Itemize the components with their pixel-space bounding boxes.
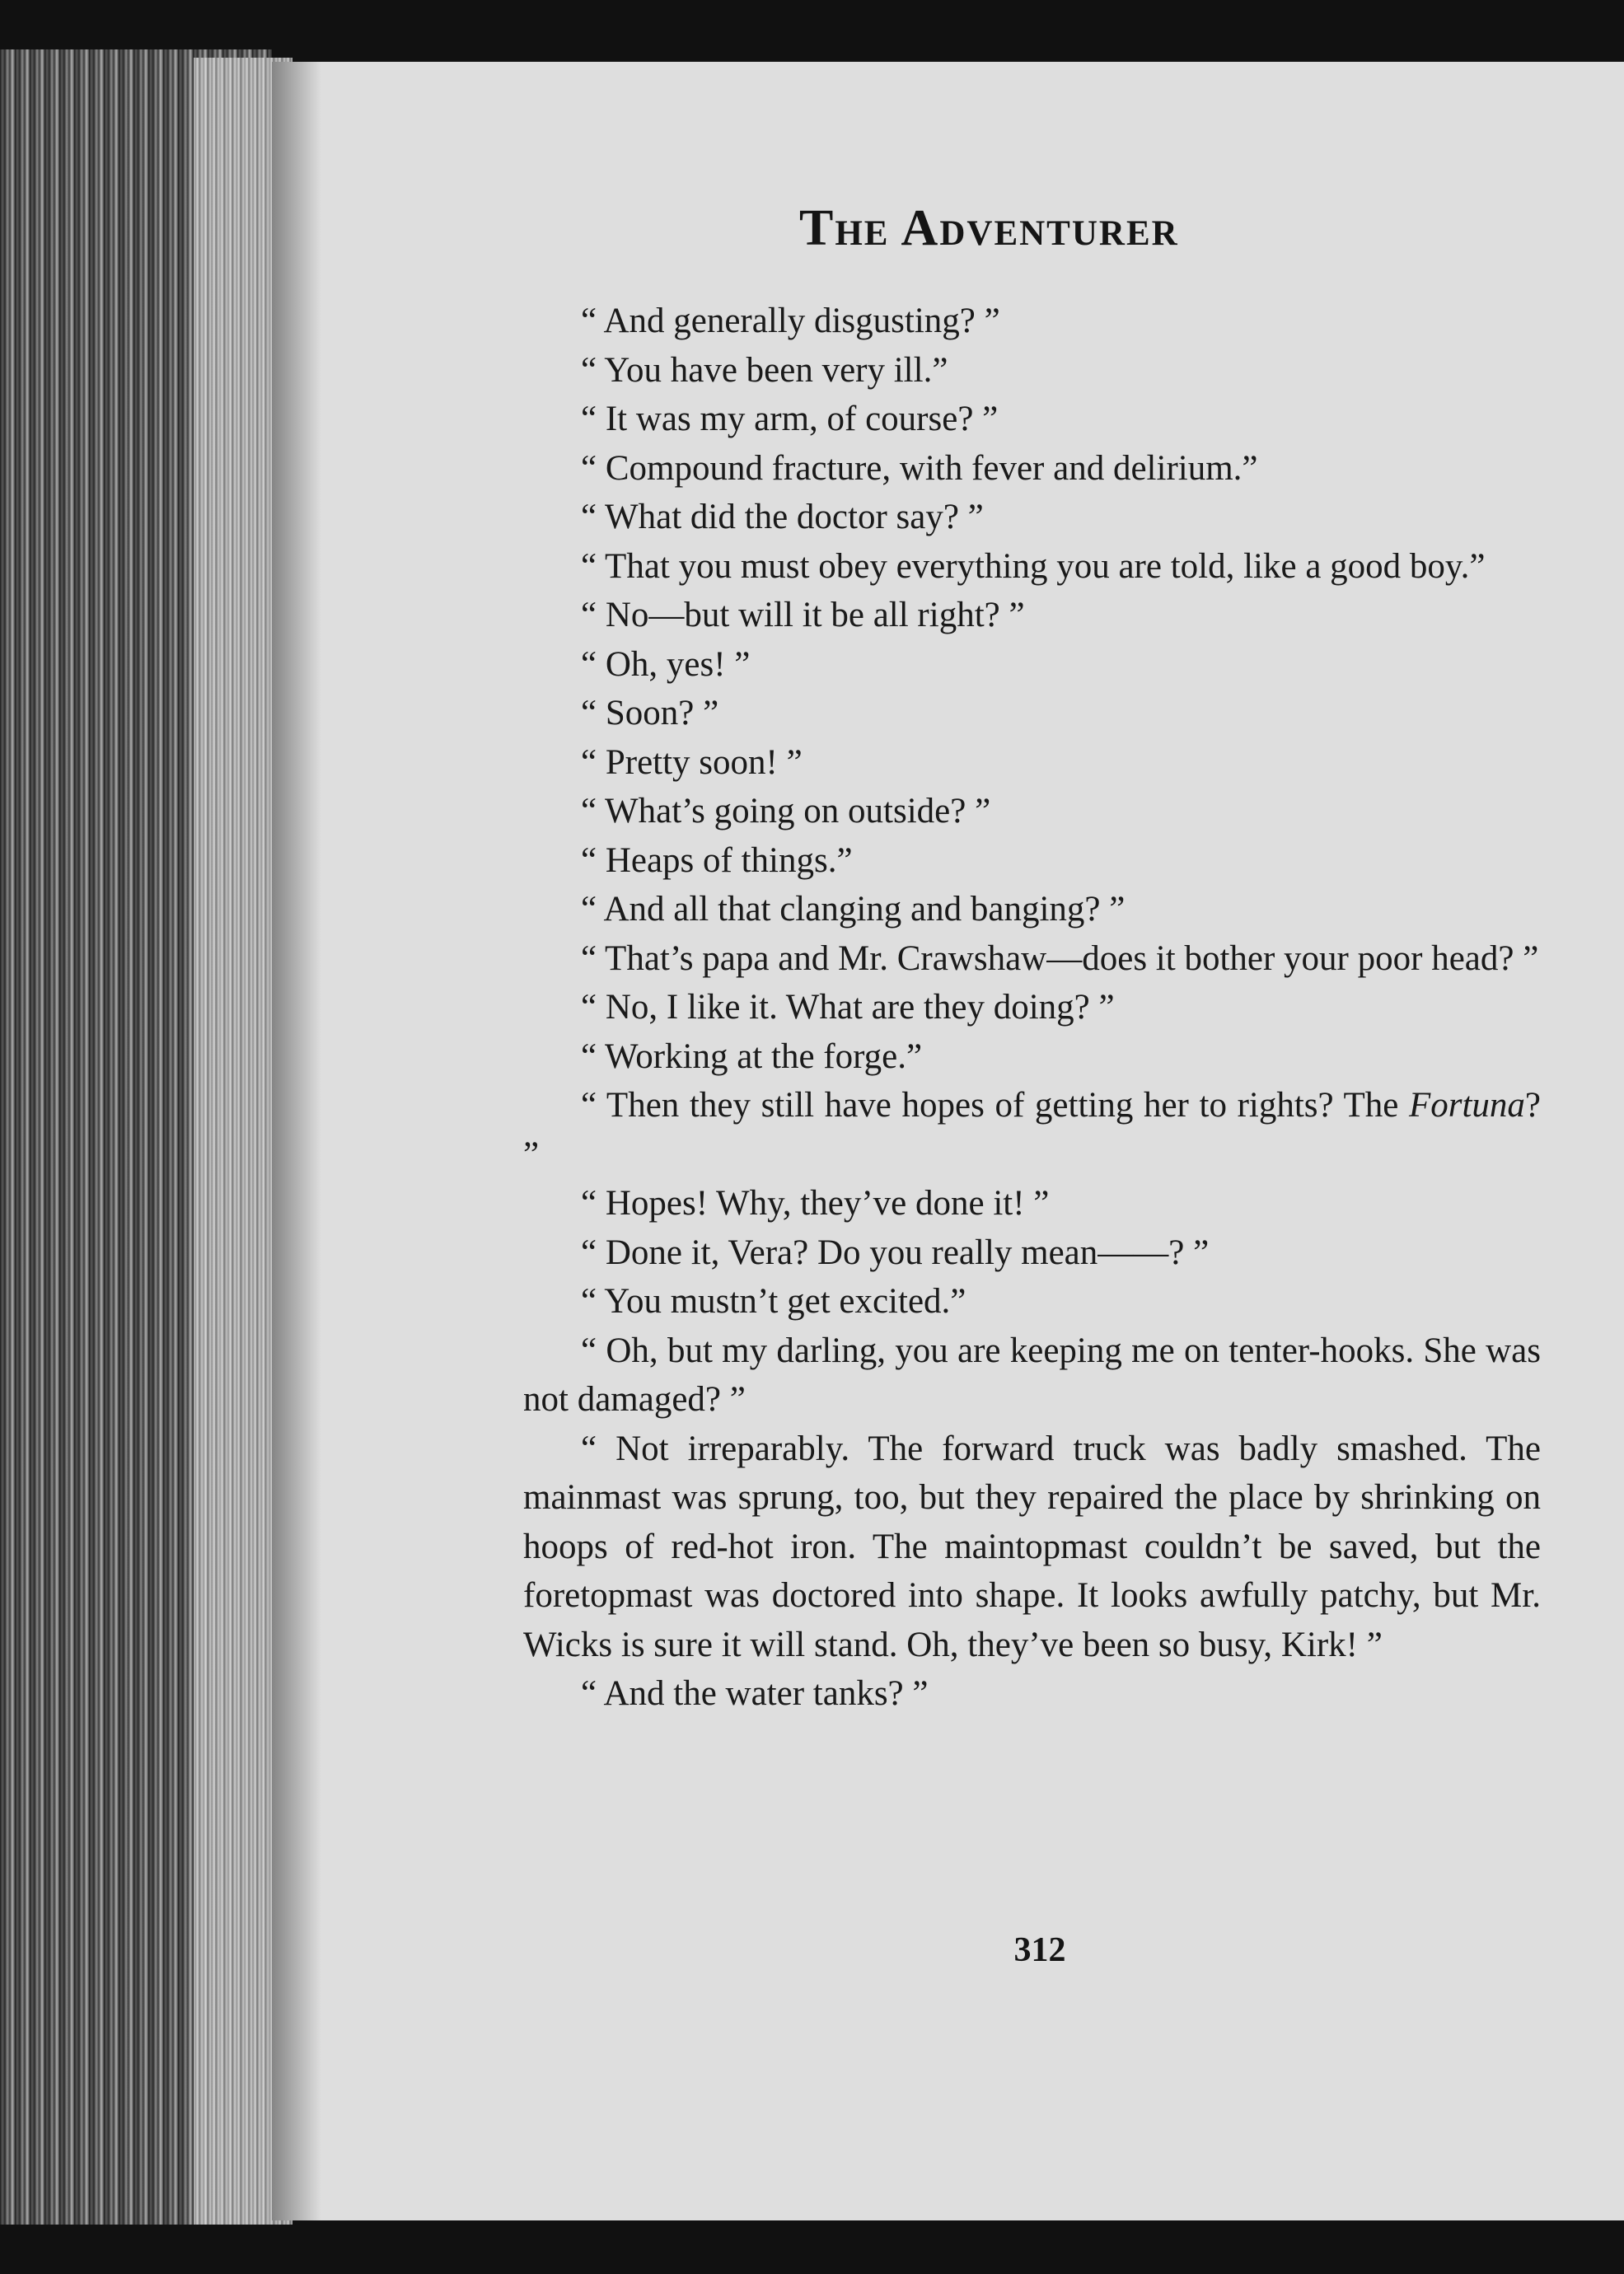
paragraph: “ Hopes! Why, they’ve done it! ” — [581, 1184, 1050, 1223]
running-head: The Adventurer — [799, 200, 1179, 256]
paragraph: “ That’s papa and Mr. Crawshaw—does it bother your poor head? ” — [581, 938, 1539, 978]
page-number: 312 — [1013, 1931, 1066, 1969]
paragraph: “ Heaps of things.” — [581, 840, 853, 880]
paragraph-text: ? ” — [523, 1086, 1541, 1174]
paragraph: “ No—but will it be all right? ” — [581, 596, 1025, 634]
paragraph: “ What’s going on outside? ” — [581, 792, 991, 831]
paragraph: “ And generally disgusting? ” — [581, 302, 1000, 340]
body-text — [523, 297, 1541, 1719]
paragraph: “ You mustn’t get excited.” — [581, 1282, 966, 1321]
paragraph: “ Working at the forge.” — [581, 1036, 923, 1076]
paragraph: “ Done it, Vera? Do you really mean——? ” — [581, 1233, 1210, 1272]
paragraph: “ You have been very ill.” — [581, 350, 948, 390]
paragraph: “ That you must obey everything you are told, like a good boy.” — [581, 546, 1486, 586]
gutter-shadow — [272, 62, 321, 2220]
paragraph: “ Compound fracture, with fever and delirium.” — [581, 448, 1258, 488]
paragraph: “ What did the doctor say? ” — [581, 498, 984, 536]
paragraph: “ Oh, but my darling, you are keeping me on tenter-hooks. She was not damaged? ” — [523, 1331, 1541, 1419]
paragraph: “ Soon? ” — [581, 694, 719, 732]
paragraph: “ Oh, yes! ” — [581, 644, 751, 684]
ship-name: Fortuna — [1408, 1086, 1525, 1125]
paragraph: “ Not irreparably. The forward truck was badly smashed. The mainmast was sprung, too, but they repaired the place by shrinking on hoops of red-hot iron. The maintopmast couldn’t be saved, but the foretopmast was doctored into shape. It looks awfully patchy, but Mr. Wicks is sure it will stand. Oh, they’ve been so busy, Kirk! ” — [523, 1429, 1541, 1664]
paragraph: “ And all that clanging and banging? ” — [581, 890, 1126, 929]
paragraph: “ Pretty soon! ” — [581, 742, 803, 782]
paragraph: “ It was my arm, of course? ” — [581, 400, 999, 438]
paragraph — [523, 1081, 1541, 1179]
paragraph: “ No, I like it. What are they doing? ” — [581, 988, 1115, 1027]
paragraph-text: “ Then they still have hopes of getting her to rights? The — [581, 1086, 1409, 1125]
paragraph: “ And the water tanks? ” — [581, 1674, 929, 1713]
